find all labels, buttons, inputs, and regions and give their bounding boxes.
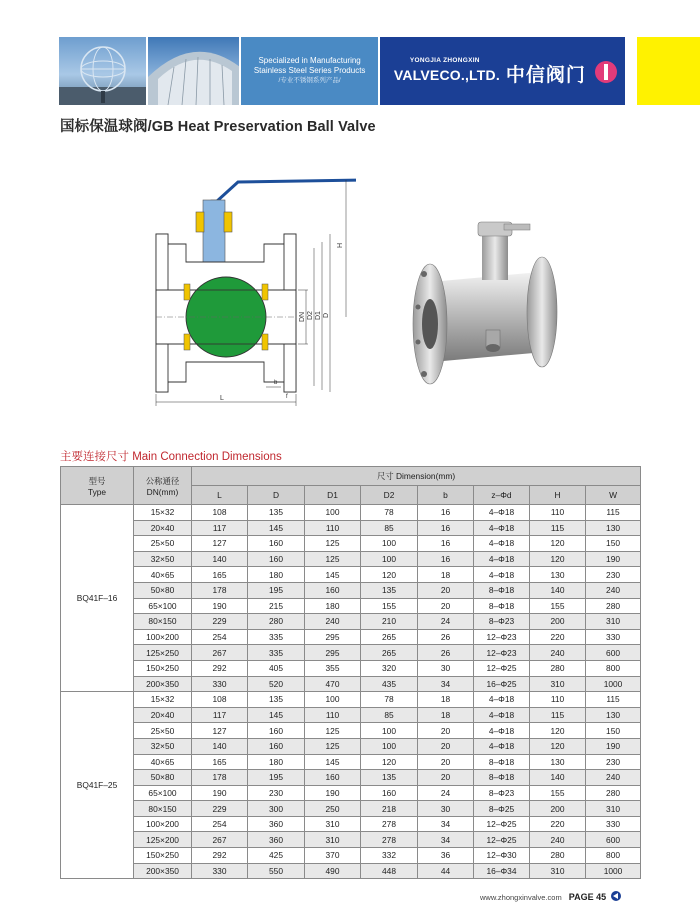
value-cell: 120 xyxy=(530,551,586,567)
value-cell: 250 xyxy=(305,801,361,817)
value-cell: 110 xyxy=(530,505,586,521)
table-row xyxy=(61,505,641,521)
value-cell: 278 xyxy=(361,832,418,848)
value-cell: 100 xyxy=(305,505,361,521)
value-cell: 360 xyxy=(248,816,305,832)
back-arrow-icon xyxy=(611,891,621,901)
page-title: 国标保温球阀/GB Heat Preservation Ball Valve xyxy=(60,119,376,135)
value-cell: 335 xyxy=(248,645,305,661)
value-cell: 230 xyxy=(248,785,305,801)
value-cell: 120 xyxy=(361,567,418,583)
value-cell: 16 xyxy=(418,551,474,567)
header-type-cn: 型号 xyxy=(88,475,106,486)
value-cell: 240 xyxy=(530,645,586,661)
dn-cell: 150×250 xyxy=(134,660,192,676)
value-cell: 155 xyxy=(530,785,586,801)
value-cell: 140 xyxy=(530,582,586,598)
value-cell: 34 xyxy=(418,832,474,848)
value-cell: 155 xyxy=(530,598,586,614)
value-cell: 190 xyxy=(586,738,641,754)
table-row xyxy=(61,676,641,692)
table-row xyxy=(61,832,641,848)
value-cell: 165 xyxy=(192,567,248,583)
value-cell: 18 xyxy=(418,692,474,708)
label-dn: DN xyxy=(299,311,306,322)
value-cell: 435 xyxy=(361,676,418,692)
value-cell: 100 xyxy=(361,738,418,754)
value-cell: 125 xyxy=(305,551,361,567)
value-cell: 178 xyxy=(192,770,248,786)
value-cell: 240 xyxy=(530,832,586,848)
dn-cell: 80×150 xyxy=(134,614,192,630)
dn-cell: 200×350 xyxy=(134,676,192,692)
value-cell: 330 xyxy=(586,629,641,645)
value-cell: 178 xyxy=(192,582,248,598)
table-row xyxy=(61,723,641,739)
value-cell: 120 xyxy=(530,536,586,552)
value-cell: 160 xyxy=(305,770,361,786)
value-cell: 320 xyxy=(361,660,418,676)
table-row xyxy=(61,770,641,786)
valve-cross-section-drawing xyxy=(146,172,356,412)
value-cell: 267 xyxy=(192,645,248,661)
label-d2: D2 xyxy=(307,311,314,320)
value-cell: 278 xyxy=(361,816,418,832)
value-cell: 85 xyxy=(361,707,418,723)
value-cell: 335 xyxy=(248,629,305,645)
dn-cell: 15×32 xyxy=(134,505,192,521)
value-cell: 220 xyxy=(530,816,586,832)
value-cell: 85 xyxy=(361,520,418,536)
value-cell: 12–Φ30 xyxy=(474,848,530,864)
value-cell: 550 xyxy=(248,863,305,879)
page-footer xyxy=(480,891,621,902)
table-row xyxy=(61,551,641,567)
value-cell: 190 xyxy=(192,785,248,801)
value-cell: 295 xyxy=(305,629,361,645)
value-cell: 8–Φ25 xyxy=(474,801,530,817)
value-cell: 330 xyxy=(192,676,248,692)
brand-name: VALVECO.,LTD. xyxy=(393,67,500,83)
value-cell: 4–Φ18 xyxy=(474,738,530,754)
dn-cell: 40×65 xyxy=(134,567,192,583)
value-cell: 135 xyxy=(248,505,305,521)
dn-cell: 200×350 xyxy=(134,863,192,879)
value-cell: 280 xyxy=(530,848,586,864)
dn-cell: 50×80 xyxy=(134,770,192,786)
table-row xyxy=(61,598,641,614)
value-cell: 240 xyxy=(586,770,641,786)
header-banner xyxy=(59,37,625,105)
dn-cell: 100×200 xyxy=(134,629,192,645)
dn-cell: 20×40 xyxy=(134,707,192,723)
value-cell: 600 xyxy=(586,832,641,848)
value-cell: 265 xyxy=(361,645,418,661)
footer-url: www.zhongxinvalve.com xyxy=(480,893,562,902)
value-cell: 310 xyxy=(530,676,586,692)
col-w: W xyxy=(586,486,641,505)
value-cell: 254 xyxy=(192,816,248,832)
dn-cell: 20×40 xyxy=(134,520,192,536)
value-cell: 4–Φ18 xyxy=(474,551,530,567)
value-cell: 30 xyxy=(418,801,474,817)
value-cell: 360 xyxy=(248,832,305,848)
header-tagline xyxy=(241,37,378,105)
value-cell: 310 xyxy=(586,614,641,630)
value-cell: 190 xyxy=(305,785,361,801)
value-cell: 26 xyxy=(418,629,474,645)
value-cell: 160 xyxy=(361,785,418,801)
value-cell: 600 xyxy=(586,645,641,661)
dn-cell: 150×250 xyxy=(134,848,192,864)
value-cell: 160 xyxy=(248,536,305,552)
label-h: H xyxy=(337,242,344,248)
value-cell: 8–Φ18 xyxy=(474,598,530,614)
dn-cell: 50×80 xyxy=(134,582,192,598)
col-z-phi-d: z–Φd xyxy=(474,486,530,505)
dn-cell: 125×200 xyxy=(134,832,192,848)
building-icon xyxy=(148,37,240,105)
value-cell: 140 xyxy=(192,738,248,754)
table-row xyxy=(61,567,641,583)
value-cell: 30 xyxy=(418,660,474,676)
value-cell: 332 xyxy=(361,848,418,864)
valve-product-photo xyxy=(400,212,570,387)
value-cell: 125 xyxy=(305,536,361,552)
dn-cell: 80×150 xyxy=(134,801,192,817)
value-cell: 1000 xyxy=(586,676,641,692)
value-cell: 8–Φ23 xyxy=(474,614,530,630)
value-cell: 20 xyxy=(418,770,474,786)
value-cell: 145 xyxy=(248,707,305,723)
value-cell: 300 xyxy=(248,801,305,817)
dn-cell: 65×100 xyxy=(134,598,192,614)
value-cell: 130 xyxy=(530,567,586,583)
value-cell: 160 xyxy=(248,723,305,739)
value-cell: 800 xyxy=(586,660,641,676)
label-b: b xyxy=(274,380,278,386)
col-b: b xyxy=(418,486,474,505)
value-cell: 16 xyxy=(418,520,474,536)
value-cell: 195 xyxy=(248,582,305,598)
value-cell: 229 xyxy=(192,614,248,630)
value-cell: 12–Φ25 xyxy=(474,832,530,848)
value-cell: 230 xyxy=(586,754,641,770)
dn-cell: 25×50 xyxy=(134,723,192,739)
value-cell: 230 xyxy=(586,567,641,583)
value-cell: 34 xyxy=(418,816,474,832)
company-logo-icon xyxy=(595,61,617,83)
value-cell: 4–Φ18 xyxy=(474,692,530,708)
value-cell: 405 xyxy=(248,660,305,676)
value-cell: 200 xyxy=(530,801,586,817)
dimension-table xyxy=(60,466,641,879)
building-photo xyxy=(148,37,240,105)
value-cell: 4–Φ18 xyxy=(474,723,530,739)
value-cell: 44 xyxy=(418,863,474,879)
value-cell: 78 xyxy=(361,505,418,521)
value-cell: 292 xyxy=(192,848,248,864)
value-cell: 120 xyxy=(361,754,418,770)
table-row xyxy=(61,738,641,754)
header-dimension: 尺寸 Dimension(mm) xyxy=(192,467,641,486)
value-cell: 12–Φ25 xyxy=(474,816,530,832)
value-cell: 117 xyxy=(192,520,248,536)
brand-small: YONGJIA ZHONGXIN xyxy=(409,57,480,64)
value-cell: 130 xyxy=(586,707,641,723)
value-cell: 292 xyxy=(192,660,248,676)
value-cell: 110 xyxy=(530,692,586,708)
value-cell: 355 xyxy=(305,660,361,676)
header-dn-en: DN(mm) xyxy=(146,486,179,497)
value-cell: 117 xyxy=(192,707,248,723)
value-cell: 490 xyxy=(305,863,361,879)
value-cell: 240 xyxy=(305,614,361,630)
table-row xyxy=(61,692,641,708)
value-cell: 34 xyxy=(418,676,474,692)
table-row xyxy=(61,863,641,879)
value-cell: 36 xyxy=(418,848,474,864)
value-cell: 115 xyxy=(586,505,641,521)
value-cell: 254 xyxy=(192,629,248,645)
value-cell: 20 xyxy=(418,754,474,770)
value-cell: 280 xyxy=(530,660,586,676)
value-cell: 100 xyxy=(361,723,418,739)
table-row xyxy=(61,848,641,864)
dn-cell: 32×50 xyxy=(134,551,192,567)
brand-block xyxy=(380,37,625,105)
dn-cell: 125×250 xyxy=(134,645,192,661)
value-cell: 140 xyxy=(192,551,248,567)
value-cell: 310 xyxy=(530,863,586,879)
table-row xyxy=(61,536,641,552)
value-cell: 470 xyxy=(305,676,361,692)
value-cell: 220 xyxy=(530,629,586,645)
value-cell: 150 xyxy=(586,723,641,739)
value-cell: 120 xyxy=(530,723,586,739)
value-cell: 155 xyxy=(361,598,418,614)
table-row xyxy=(61,816,641,832)
value-cell: 240 xyxy=(586,582,641,598)
yellow-accent-block xyxy=(637,37,700,105)
value-cell: 125 xyxy=(305,723,361,739)
value-cell: 78 xyxy=(361,692,418,708)
value-cell: 12–Φ23 xyxy=(474,629,530,645)
value-cell: 12–Φ25 xyxy=(474,660,530,676)
value-cell: 110 xyxy=(305,707,361,723)
tagline-line-2: Stainless Steel Series Products xyxy=(253,66,366,75)
value-cell: 16–Φ34 xyxy=(474,863,530,879)
value-cell: 1000 xyxy=(586,863,641,879)
value-cell: 180 xyxy=(248,754,305,770)
value-cell: 190 xyxy=(192,598,248,614)
dn-cell: 100×200 xyxy=(134,816,192,832)
value-cell: 135 xyxy=(361,770,418,786)
value-cell: 18 xyxy=(418,707,474,723)
dn-cell: 65×100 xyxy=(134,785,192,801)
value-cell: 18 xyxy=(418,567,474,583)
col-h: H xyxy=(530,486,586,505)
value-cell: 448 xyxy=(361,863,418,879)
value-cell: 165 xyxy=(192,754,248,770)
value-cell: 218 xyxy=(361,801,418,817)
value-cell: 20 xyxy=(418,598,474,614)
dn-cell: 15×32 xyxy=(134,692,192,708)
value-cell: 267 xyxy=(192,832,248,848)
value-cell: 4–Φ18 xyxy=(474,536,530,552)
value-cell: 24 xyxy=(418,785,474,801)
col-d: D xyxy=(248,486,305,505)
value-cell: 8–Φ18 xyxy=(474,582,530,598)
type-cell: BQ41F–16 xyxy=(61,505,134,692)
value-cell: 160 xyxy=(248,551,305,567)
value-cell: 108 xyxy=(192,505,248,521)
dn-cell: 40×65 xyxy=(134,754,192,770)
value-cell: 100 xyxy=(305,692,361,708)
dimension-table-body xyxy=(61,505,641,879)
value-cell: 127 xyxy=(192,536,248,552)
value-cell: 310 xyxy=(586,801,641,817)
table-row xyxy=(61,629,641,645)
value-cell: 180 xyxy=(305,598,361,614)
label-l: L xyxy=(220,395,224,402)
table-row xyxy=(61,520,641,536)
table-row xyxy=(61,582,641,598)
value-cell: 24 xyxy=(418,614,474,630)
value-cell: 160 xyxy=(248,738,305,754)
value-cell: 16 xyxy=(418,505,474,521)
table-row xyxy=(61,645,641,661)
table-row xyxy=(61,614,641,630)
value-cell: 127 xyxy=(192,723,248,739)
value-cell: 26 xyxy=(418,645,474,661)
value-cell: 115 xyxy=(586,692,641,708)
value-cell: 115 xyxy=(530,707,586,723)
value-cell: 145 xyxy=(305,754,361,770)
value-cell: 160 xyxy=(305,582,361,598)
value-cell: 200 xyxy=(530,614,586,630)
value-cell: 310 xyxy=(305,832,361,848)
value-cell: 310 xyxy=(305,816,361,832)
value-cell: 135 xyxy=(248,692,305,708)
value-cell: 135 xyxy=(361,582,418,598)
label-d: D xyxy=(323,312,330,318)
table-row xyxy=(61,707,641,723)
col-d2: D2 xyxy=(361,486,418,505)
value-cell: 8–Φ23 xyxy=(474,785,530,801)
value-cell: 120 xyxy=(530,738,586,754)
value-cell: 210 xyxy=(361,614,418,630)
header-type xyxy=(61,467,134,505)
value-cell: 130 xyxy=(530,754,586,770)
value-cell: 520 xyxy=(248,676,305,692)
value-cell: 180 xyxy=(248,567,305,583)
value-cell: 229 xyxy=(192,801,248,817)
value-cell: 108 xyxy=(192,692,248,708)
value-cell: 16 xyxy=(418,536,474,552)
dn-cell: 32×50 xyxy=(134,738,192,754)
value-cell: 215 xyxy=(248,598,305,614)
value-cell: 280 xyxy=(586,785,641,801)
tagline-line-1: Specialized in Manufacturing xyxy=(258,56,361,65)
value-cell: 4–Φ18 xyxy=(474,567,530,583)
value-cell: 115 xyxy=(530,520,586,536)
tagline-cn: /专业不锈钢系列产品/ xyxy=(278,77,341,84)
type-cell: BQ41F–25 xyxy=(61,692,134,879)
value-cell: 130 xyxy=(586,520,641,536)
brand-cn: 中信阀门 xyxy=(505,65,586,86)
value-cell: 100 xyxy=(361,551,418,567)
value-cell: 20 xyxy=(418,738,474,754)
value-cell: 145 xyxy=(305,567,361,583)
header-dn xyxy=(134,467,192,505)
value-cell: 280 xyxy=(248,614,305,630)
value-cell: 195 xyxy=(248,770,305,786)
value-cell: 16–Φ25 xyxy=(474,676,530,692)
header-dn-cn: 公称通径 xyxy=(145,475,180,486)
table-row xyxy=(61,785,641,801)
value-cell: 370 xyxy=(305,848,361,864)
value-cell: 8–Φ18 xyxy=(474,754,530,770)
value-cell: 20 xyxy=(418,723,474,739)
globe-sculpture-icon xyxy=(59,37,146,105)
value-cell: 140 xyxy=(530,770,586,786)
table-row xyxy=(61,754,641,770)
value-cell: 150 xyxy=(586,536,641,552)
value-cell: 4–Φ18 xyxy=(474,505,530,521)
globe-photo xyxy=(59,37,146,105)
label-f: f xyxy=(286,394,288,400)
header-type-en: Type xyxy=(87,486,107,497)
value-cell: 280 xyxy=(586,598,641,614)
value-cell: 12–Φ23 xyxy=(474,645,530,661)
value-cell: 4–Φ18 xyxy=(474,520,530,536)
dn-cell: 25×50 xyxy=(134,536,192,552)
value-cell: 8–Φ18 xyxy=(474,770,530,786)
value-cell: 330 xyxy=(192,863,248,879)
value-cell: 20 xyxy=(418,582,474,598)
value-cell: 125 xyxy=(305,738,361,754)
value-cell: 330 xyxy=(586,816,641,832)
value-cell: 265 xyxy=(361,629,418,645)
col-l: L xyxy=(192,486,248,505)
col-d1: D1 xyxy=(305,486,361,505)
page-number: PAGE 45 xyxy=(568,892,607,902)
label-d1: D1 xyxy=(315,311,322,320)
value-cell: 190 xyxy=(586,551,641,567)
value-cell: 800 xyxy=(586,848,641,864)
value-cell: 425 xyxy=(248,848,305,864)
value-cell: 295 xyxy=(305,645,361,661)
section-title: 主要连接尺寸 Main Connection Dimensions xyxy=(60,451,282,463)
value-cell: 110 xyxy=(305,520,361,536)
table-row xyxy=(61,801,641,817)
value-cell: 4–Φ18 xyxy=(474,707,530,723)
value-cell: 145 xyxy=(248,520,305,536)
table-row xyxy=(61,660,641,676)
value-cell: 100 xyxy=(361,536,418,552)
